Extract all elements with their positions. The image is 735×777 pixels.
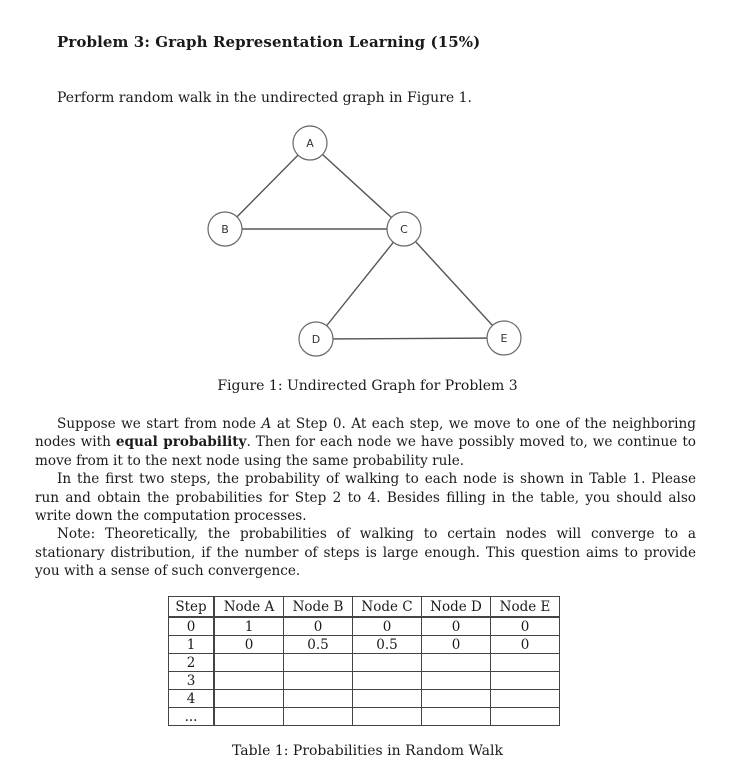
table-cell: 0: [169, 617, 215, 636]
table-cell: [353, 690, 422, 708]
table-cell: [214, 654, 284, 672]
table-cell: 1: [214, 617, 284, 636]
table-cell: 3: [169, 672, 215, 690]
node-b: [208, 212, 242, 246]
table-cell: 0: [284, 617, 353, 636]
p1-text-before: Suppose we start from node: [57, 416, 262, 432]
node-e-label: E: [500, 332, 508, 345]
table-cell: [353, 654, 422, 672]
figure-caption: Figure 1: Undirected Graph for Problem 3: [217, 378, 518, 394]
table-cell: 0: [491, 636, 560, 654]
table-cell: [422, 708, 491, 726]
table-cell: [284, 690, 353, 708]
table-cell: [214, 708, 284, 726]
node-e: [487, 321, 521, 355]
table-cell: 0: [422, 636, 491, 654]
equal-probability-emphasis: equal probability: [115, 434, 247, 451]
edge-c-e: [404, 229, 504, 338]
p1-text-mid: at Step 0. At each step, we move to one of the neighboring nodes with: [35, 416, 696, 451]
problem-intro: Perform random walk in the undirected graph in Figure 1.: [57, 90, 472, 106]
node-a: [293, 126, 327, 160]
node-d: [299, 322, 333, 356]
table-cell: [491, 690, 560, 708]
table-cell: [214, 672, 284, 690]
problem-body: [35, 415, 696, 581]
table-cell: [284, 672, 353, 690]
table-row: [169, 690, 560, 708]
table-cell: 0.5: [284, 636, 353, 654]
probability-table: [168, 596, 560, 726]
table-row: [169, 617, 560, 636]
table-cell: [353, 672, 422, 690]
table-row: [169, 654, 560, 672]
table-row: [169, 708, 560, 726]
table-cell: [284, 654, 353, 672]
table-cell: 0: [491, 617, 560, 636]
paragraph-instructions: In the first two steps, the probability of walking to each node is shown in Table 1. Please run and obtain the probabilities for Step 2 to 4. Besides filling in the table, you should also write down the computation processes.: [35, 471, 696, 525]
table-cell: 1: [169, 636, 215, 654]
table-cell: 2: [169, 654, 215, 672]
table-cell: [422, 690, 491, 708]
paragraph-start-node: [35, 415, 696, 470]
node-b-label: B: [221, 223, 229, 236]
table-cell: 0: [353, 617, 422, 636]
graph-figure: [0, 0, 735, 370]
p1-text-after: . Then for each node we have possibly moved to, we continue to move from it to the next node using the same probability rule.: [35, 434, 696, 469]
table-cell: [422, 654, 491, 672]
header-node-e: Node E: [491, 597, 560, 618]
edge-a-c: [310, 143, 404, 229]
table-row: [169, 636, 560, 654]
table-cell: 0: [422, 617, 491, 636]
table-cell: [353, 708, 422, 726]
table-cell: [422, 672, 491, 690]
table-cell: [491, 708, 560, 726]
edge-c-d: [316, 229, 404, 339]
table-cell: ...: [169, 708, 215, 726]
edge-a-b: [225, 143, 310, 229]
node-d-label: D: [311, 333, 321, 346]
table-caption: Table 1: Probabilities in Random Walk: [232, 743, 503, 759]
problem-title: Problem 3: Graph Representation Learning (15%): [57, 33, 481, 51]
node-a-label: A: [306, 137, 314, 150]
edge-d-e: [316, 338, 504, 339]
header-node-a: Node A: [214, 597, 284, 618]
header-node-d: Node D: [422, 597, 491, 618]
header-step: Step: [169, 597, 215, 618]
start-node: A: [261, 416, 272, 432]
table-cell: [491, 672, 560, 690]
table-cell: [491, 654, 560, 672]
node-c-label: C: [400, 223, 408, 236]
paragraph-note: Note: Theoretically, the probabilities of walking to certain nodes will converge to a stationary distribution, if the number of steps is large enough. This question aims to provide you with a sense of such convergence.: [35, 526, 696, 580]
header-node-c: Node C: [353, 597, 422, 618]
table-header-row: [169, 597, 560, 618]
table-cell: 0: [214, 636, 284, 654]
table-cell: [284, 708, 353, 726]
node-c: [387, 212, 421, 246]
table-cell: 0.5: [353, 636, 422, 654]
header-node-b: Node B: [284, 597, 353, 618]
table-cell: [214, 690, 284, 708]
table-cell: 4: [169, 690, 215, 708]
table-row: [169, 672, 560, 690]
